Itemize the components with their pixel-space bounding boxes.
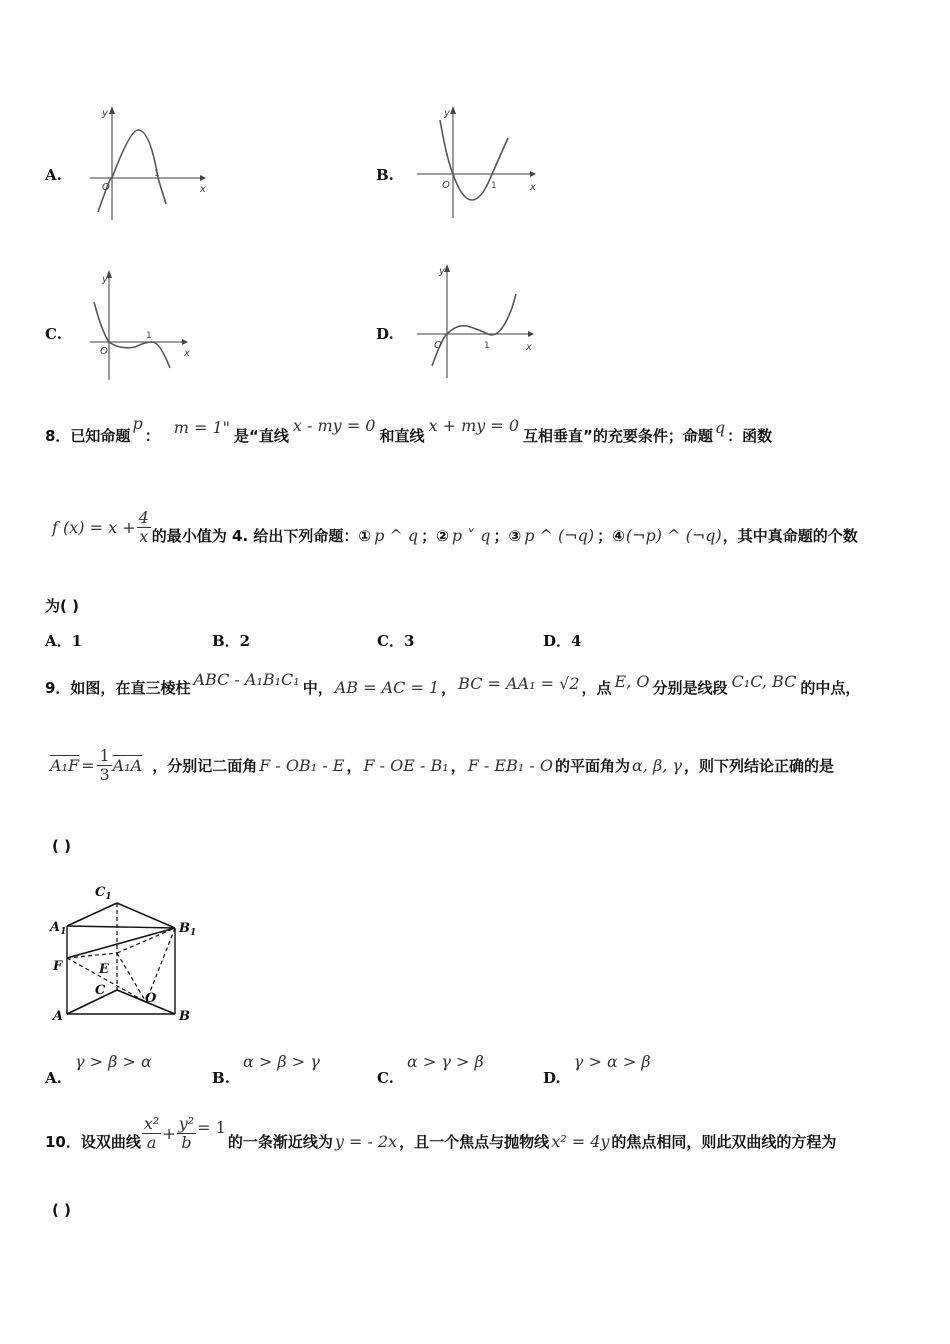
- math-vector-a1f: A₁F: [50, 756, 80, 775]
- fraction-numerator: 1: [99, 746, 110, 765]
- q9-text: 分别是线段: [652, 679, 728, 697]
- fraction-numerator: 4: [138, 508, 149, 527]
- q9-option-b[interactable]: [212, 1052, 320, 1087]
- svg-text:B: B: [179, 1009, 190, 1024]
- fraction-denominator: b: [181, 1133, 192, 1152]
- math-eq-2: BC = AA₁ = √2: [458, 674, 580, 693]
- math-prism: ABC - A₁B₁C₁: [193, 670, 300, 689]
- q9-text: ，: [441, 679, 457, 697]
- math-equals-one: = 1: [197, 1118, 226, 1137]
- svg-text:O: O: [145, 991, 157, 1006]
- math-points: E, O: [614, 672, 650, 691]
- q8-option-a[interactable]: A．1: [45, 632, 83, 650]
- math-fraction-x2-a: [142, 1116, 161, 1151]
- tick-one: 1: [154, 169, 160, 179]
- q8-text: ：函数: [727, 427, 773, 445]
- math-equals: =: [81, 756, 95, 775]
- option-label: C.: [377, 1069, 394, 1087]
- q10-answer-blank: ( ): [52, 1201, 71, 1219]
- math-fx: f (x) = x +: [52, 518, 136, 537]
- math-asymptote: y = - 2x: [334, 1132, 398, 1151]
- svg-text:O: O: [442, 180, 450, 191]
- option-label: D.: [543, 1069, 561, 1087]
- svg-text:A: A: [53, 1009, 64, 1024]
- q8-text: ；②: [421, 527, 449, 545]
- option-label: D.: [376, 325, 394, 343]
- svg-text:C: C: [95, 983, 106, 998]
- q9-answer-blank: ( ): [52, 837, 71, 855]
- math-claim-2: p ˅ q: [451, 526, 491, 545]
- q8-option-d[interactable]: D．4: [543, 632, 582, 650]
- fraction-denominator: a: [146, 1133, 157, 1152]
- q9-line-2: A₁F = $\frac{1}{3}$ A₁A ，分别记二面角 F - OB₁ - E ， F - OE - B₁ ， F - EB₁ - O 的平面角为 α, β, γ ，则下列结论正确的是: [50, 746, 834, 784]
- math-fraction: [97, 748, 111, 783]
- option-value: γ > β > α: [74, 1052, 152, 1071]
- q9-text: ，则下列结论正确的是: [683, 757, 834, 775]
- svg-text:B1: $B_1$: [179, 921, 197, 938]
- origin-label: O: [102, 182, 110, 193]
- y-axis-label: y: [102, 108, 108, 119]
- q10-line-1: [45, 1116, 836, 1151]
- svg-text:x: x: [184, 348, 190, 359]
- q8-text: ；③: [493, 527, 522, 545]
- q8-text: 和直线: [379, 427, 425, 445]
- q9-line-1: [45, 670, 861, 698]
- math-segments: C₁C, BC: [731, 672, 797, 691]
- math-claim-3: p ^ (¬q): [524, 526, 595, 545]
- q8-text: ，其中真命题的个数: [722, 527, 858, 545]
- q8-text: 是“直线: [234, 427, 289, 445]
- option-label: B.: [376, 166, 394, 184]
- prism-figure: [45, 878, 215, 1028]
- math-dihedral-2: F - OE - B₁: [363, 756, 449, 775]
- q8-text: ：: [144, 427, 160, 445]
- q9-text: ，点: [581, 679, 612, 697]
- svg-text:F: F: [53, 959, 63, 974]
- option-value: α > γ > β: [407, 1052, 484, 1071]
- svg-text:E: E: [99, 962, 109, 977]
- q9-text: ，分别记二面角: [152, 757, 258, 775]
- math-claim-1: p ^ q: [374, 526, 419, 545]
- math-dihedral-3: F - EB₁ - O: [467, 756, 553, 775]
- q9-text: 的中点，: [800, 679, 861, 697]
- q9-option-a[interactable]: [45, 1052, 152, 1087]
- q8-option-b[interactable]: B．2: [212, 632, 251, 650]
- svg-text:x: x: [530, 182, 536, 193]
- svg-text:A1: $A_1$: [50, 920, 67, 937]
- svg-text:y: y: [444, 108, 450, 119]
- graph-d-plot: [412, 258, 542, 380]
- q8-text: 的最小值为 4. 给出下列命题：①: [151, 527, 372, 545]
- svg-text:x: x: [526, 342, 532, 353]
- q9-text: 9．如图，在直三棱柱: [45, 679, 191, 697]
- math-parabola: x² = 4y: [551, 1132, 610, 1151]
- q10-text: ，且一个焦点与抛物线: [399, 1133, 550, 1151]
- graph-c-plot: [90, 262, 200, 382]
- svg-text:O: O: [100, 346, 108, 357]
- svg-text:O: O: [434, 340, 442, 351]
- fraction-denominator: 3: [99, 765, 110, 784]
- math-q: q: [714, 418, 726, 437]
- q8-text: 互相垂直”的充要条件；命题: [523, 427, 713, 445]
- svg-text:1: 1: [491, 181, 497, 191]
- graph-a-plot: [90, 100, 210, 225]
- math-dihedral-1: F - OB₁ - E: [259, 756, 345, 775]
- math-eq-1: AB = AC = 1: [334, 678, 440, 697]
- math-fraction-y2-b: [177, 1116, 196, 1151]
- option-value: γ > α > β: [573, 1052, 651, 1071]
- fraction-numerator: y²: [178, 1114, 195, 1133]
- math-claim-4: (¬p) ^ (¬q): [625, 526, 722, 545]
- q8-line-2: [52, 510, 858, 545]
- svg-text:y: y: [102, 274, 108, 285]
- q10-text: 的焦点相同，则此双曲线的方程为: [611, 1133, 837, 1151]
- q8-answer-blank: 为( ): [45, 597, 79, 615]
- graph-b-plot: [412, 100, 542, 220]
- math-p: p: [132, 414, 143, 433]
- option-label: A.: [45, 1069, 62, 1087]
- q8-line-1: [45, 414, 773, 446]
- x-axis-label: x: [200, 184, 206, 195]
- fraction-denominator: x: [139, 527, 149, 546]
- math-plus: +: [162, 1124, 176, 1143]
- math-line-1: x - my = 0: [292, 416, 376, 435]
- option-label: C.: [45, 325, 62, 343]
- q8-text: 8．已知命题: [45, 427, 131, 445]
- q10-text: 10．设双曲线: [45, 1133, 141, 1151]
- math-angles: α, β, γ: [631, 756, 682, 775]
- q8-option-c[interactable]: C．3: [377, 632, 415, 650]
- math-m-eq: m = 1": [173, 418, 231, 437]
- option-label: A.: [45, 166, 62, 184]
- option-label: B.: [212, 1069, 230, 1087]
- option-value: α > β > γ: [243, 1052, 320, 1071]
- math-line-2: x + my = 0: [428, 416, 520, 435]
- math-fraction: [137, 510, 151, 545]
- svg-text:C1: $C_1$: [95, 885, 112, 902]
- q10-text: 的一条渐近线为: [227, 1133, 333, 1151]
- math-vector-a1a: A₁A: [112, 756, 143, 775]
- q9-option-c[interactable]: [377, 1052, 484, 1087]
- svg-text:1: 1: [146, 331, 152, 341]
- fraction-numerator: x²: [143, 1114, 160, 1133]
- svg-text:1: 1: [484, 341, 490, 351]
- q8-text: ；④: [597, 527, 625, 545]
- q9-text: 中，: [302, 679, 333, 697]
- q9-text: 的平面角为: [554, 757, 630, 775]
- q9-option-d[interactable]: [543, 1052, 651, 1087]
- svg-text:y: y: [439, 266, 445, 277]
